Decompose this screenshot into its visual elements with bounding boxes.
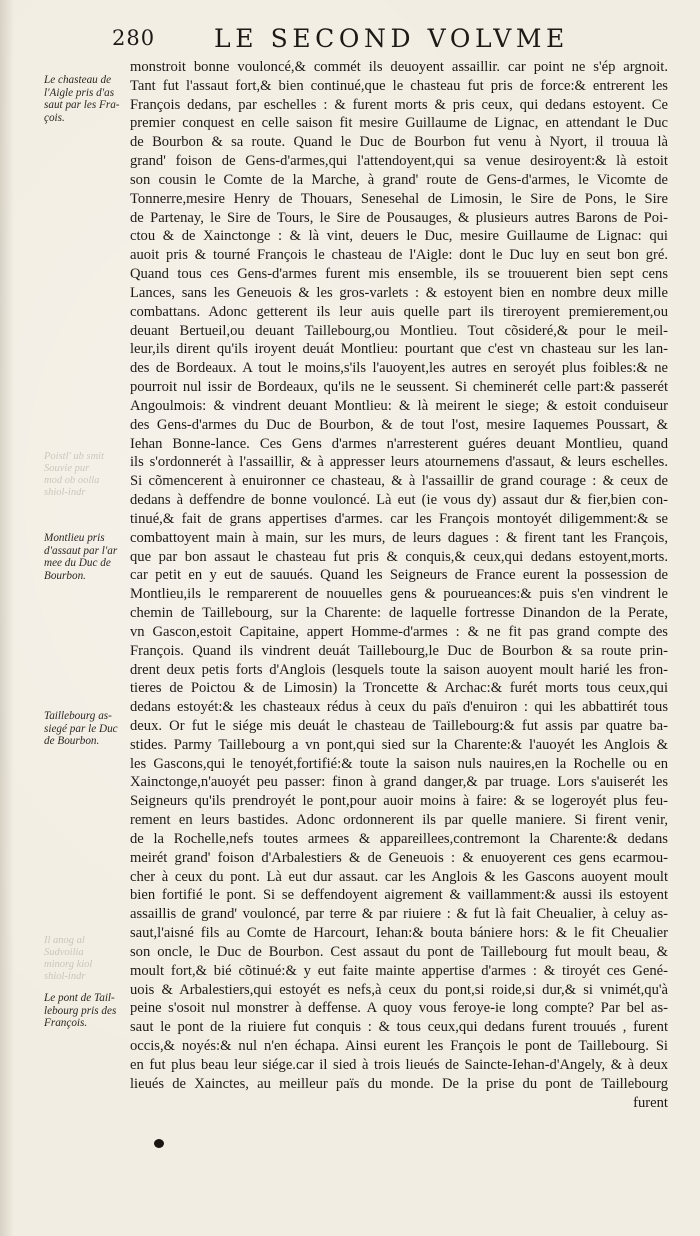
text-line: tieres de Poictou & de Limosin) la Troncette & Archac:& furét morts tous ceux,qui bbox=[130, 680, 668, 697]
text-line: moult fort,& bié cõtinué:& y eut faite mainte appertise d'armes : & tiroyét ces Gené- bbox=[130, 962, 668, 979]
margin-note-montlieu bbox=[44, 532, 128, 583]
text-line: Seigneurs qu'ils prendroyét le pont,pour auoir moins à faire: & se logeroyét plus feu- bbox=[130, 793, 668, 810]
text-line: grand' foison de Gens-d'armes,qui l'attendoyent,qui sa venue desiroyent:& là estoit bbox=[130, 153, 668, 170]
text-line: meirét grand' foison d'Arbalestiers & de Geneuois : & enuoyerent ces gens ecarmou- bbox=[130, 849, 668, 866]
text-line: les Gascons,qui le tenoyét,fortifié:& toute la saison nuls nauires,en la Rochelle ou en bbox=[130, 755, 668, 772]
ghost-line: Souvie pur bbox=[44, 463, 90, 474]
text-line: dedans estoyét:& les chasteaux rédus à ceux du païs d'enuiron : qui les abbattirét tous bbox=[130, 699, 668, 716]
text-line: dedans à deffendre de bonne vouloncé. Là eut (ie vous dy) assaut dur & fier,bien con- bbox=[130, 492, 668, 509]
text-line: Angoulmois: & vindrent deuant Montlieu: & là meirent le siege; & estoit conduiseur bbox=[130, 397, 668, 414]
margin-note-line: Montlieu pris bbox=[44, 532, 105, 544]
text-line: son cousin le Comte de la Marche, à grand' route de Gens-d'armes, le Vicomte de bbox=[130, 171, 668, 188]
text-line: premier conquest en celle saison fit mesire Guillaume de Lignac, en attendant le Duc bbox=[130, 115, 668, 132]
text-line: rement en leurs bastides. Adonc ordonnerent ils par quelle maniere. Si firent venir, bbox=[130, 812, 668, 829]
text-line: ctou & de Xainctonge : & là vint, deuers le Duc, mesire Guillaume de Lignac: qui bbox=[130, 228, 668, 245]
margin-note-line: Bourbon. bbox=[44, 570, 86, 583]
text-line: des de Bordeaux. A tout le moins,s'ils l'auoyent,les autres en seroyét plus foibles:& ne bbox=[130, 360, 668, 377]
margin-note-line: siegé par le Duc bbox=[44, 722, 118, 735]
text-line: ils s'ordonnerét à l'assaillir, & à appresser leurs atournemens d'assaut, & leurs eschelles. bbox=[130, 454, 668, 471]
text-line: son oncle, le Duc de Bourbon. Cest assaut du pont de Taillebourg fut moult beau, & bbox=[130, 943, 668, 960]
show-through-text-lower bbox=[44, 935, 92, 983]
running-head: LE SECOND VOLVME bbox=[214, 24, 569, 53]
text-line: Montlieu,ils le remparerent de nouuelles gens & pourueances:& puis s'en vindrent le bbox=[130, 586, 668, 603]
ghost-line: mod ob oolla bbox=[44, 475, 100, 486]
ghost-line: Poistl' ub smit bbox=[44, 451, 105, 462]
main-text-column bbox=[130, 58, 668, 1112]
text-line: François. Quand ils vindrent deuát Taillebourg,le Duc de Bourbon & sa route prin- bbox=[130, 642, 668, 659]
text-line: deuant Bertueil,ou deuant Taillebourg,ou Montlieu. Tout cõsideré,& pour le meil- bbox=[130, 322, 668, 339]
text-line: Lances, sans les Geneuois & les gros-varlets : & estoyent bien en nombre deux mille bbox=[130, 284, 668, 301]
text-line: occis,& noyés:& nul n'en échapa. Ainsi eurent les François le pont de Taillebourg. Si bbox=[130, 1038, 668, 1055]
text-line: lieués de Xainctes, au meilleur païs du monde. De la prise du pont de Taillebourg bbox=[130, 1075, 668, 1092]
ghost-line: Sudvoilia bbox=[44, 947, 84, 958]
margin-note-line: François. bbox=[44, 1017, 88, 1030]
ghost-line: minorg kiol bbox=[44, 959, 93, 970]
text-line: François dedans, par eschelles : & furent morts & pris ceux, qui dedans estoyent. Ce bbox=[130, 96, 668, 113]
text-line: tinué,& fait de grans appertises d'armes. car les François montoyét diligemment:& se bbox=[130, 510, 668, 527]
margin-note-line: Taillebourg as- bbox=[44, 710, 112, 722]
text-line: monstroit bonne vouloncé,& commét ils deuoyent assaillir. car point ne s'ép argnoit. bbox=[130, 59, 668, 75]
ghost-line: Il anog al bbox=[44, 935, 85, 946]
text-line: saut,l'aisné fils au Comte de Harcourt, Iehan:& bouta bániere hors: & le fit Cheualier bbox=[130, 925, 668, 942]
margin-note-line: de Bourbon. bbox=[44, 735, 100, 748]
text-line: car petit en y eut de sauués. Quand les Seigneurs de France eurent la possession de bbox=[130, 567, 668, 584]
text-line: Quand tous ces Gens-d'armes furent mis ensemble, ils se trouuerent bien sept cens bbox=[130, 266, 668, 283]
text-line: en fut plus beau leur siége.car il sied à trois lieués de Saincte-Iehan-d'Angely, & à deux bbox=[130, 1056, 668, 1073]
text-line: de la Rochelle,nefs toutes armees & appareillees,contremont la Charente:& dedans bbox=[130, 830, 668, 847]
text-line: combattans. Adonc getterent ils leur auis quelle part ils tireroyent premierement,ou bbox=[130, 303, 668, 320]
text-line: peine s'osoit nul monstrer à deffense. A quoy vous feroye-ie long compte? Par bel as- bbox=[130, 1000, 668, 1017]
margin-note-line: mee du Duc de bbox=[44, 557, 111, 570]
text-line: auoit pris & tourné François le chasteau de l'Aigle: dont le Duc luy en seut bon gré. bbox=[130, 247, 668, 264]
margin-note-line: Le pont de Tail- bbox=[44, 992, 115, 1004]
gutter-shadow bbox=[0, 0, 14, 1236]
page-number: 280 bbox=[112, 26, 156, 50]
text-line: assaillis de grand' vouloncé, par terre & par riuiere : & fut là fait Cheualier, à celuy as- bbox=[130, 906, 668, 923]
margin-note-line: lebourg pris des bbox=[44, 1004, 117, 1017]
text-line: que par bon assaut le chasteau fut pris & conquis,& ceux,qui dedans estoyent,morts. bbox=[130, 548, 668, 565]
margin-note-line: l'Aigle pris d'as bbox=[44, 86, 115, 99]
margin-note-taillebourg-siege bbox=[44, 710, 128, 748]
text-line: Iehan Bonne-lance. Ces Gens d'armes n'arresterent guéres deuant Montlieu, quand bbox=[130, 435, 668, 452]
margin-note-aigle bbox=[44, 74, 128, 125]
text-line: combattoyent main à main, sur les murs, de leurs dagues : & firent tant les François, bbox=[130, 529, 668, 546]
text-line: saut le pont de la riuiere fut conquis : & tous ceux,qui dedans furent trouués , furent bbox=[130, 1019, 668, 1036]
text-line: stides. Parmy Taillebourg a vn pont,qui sied sur la Charente:& l'auoyét les Anglois & bbox=[130, 736, 668, 753]
text-line: Xainctonge,n'auoyét peu passer: finon à grand danger,& par truage. Lors s'auiserét les bbox=[130, 774, 668, 791]
margin-note-line: saut par les Fra- bbox=[44, 99, 120, 112]
ink-blot bbox=[154, 1139, 164, 1148]
text-line: drent deux petis forts d'Anglois (lesquels toute la saison auoyent moult harié les fron- bbox=[130, 661, 668, 678]
text-line: de Partenay, le Sire de Tours, le Sire de Pousauges, & plusieurs autres Barons de Poi- bbox=[130, 209, 668, 226]
ghost-line: shiol-indr bbox=[44, 487, 86, 498]
margin-note-line: Le chasteau de bbox=[44, 74, 112, 86]
text-line: cher à ceux du pont. Là eut dur assaut. car les Anglois & les Gascons auoyent moult bbox=[130, 868, 668, 885]
text-line: chemin de Taillebourg, sur la Charente: de laquelle fortresse Dinandon de la Perate, bbox=[130, 605, 668, 622]
page-header bbox=[112, 24, 672, 54]
margin-note-pont-taillebourg bbox=[44, 992, 128, 1030]
show-through-text-upper bbox=[44, 451, 104, 499]
text-line: Tant fut l'assaut fort,& bien continué,que le chasteau fut pris de force:& entrerent les bbox=[130, 77, 668, 94]
text-line: deux. Or fut le siége mis deuát le chasteau de Taillebourg:& fut assis par quatre ba- bbox=[130, 717, 668, 734]
text-line: des Gens-d'armes du Duc de Bourbon, & de tout l'ost, mesire Iaquemes Poussart, & bbox=[130, 416, 668, 433]
text-line: de Bourbon & sa route. Quand le Duc de Bourbon fut venu à Nyort, il trouua là bbox=[130, 134, 668, 151]
text-line: vn Gascon,estoit Capitaine, appert Homme-d'armes : & ne fit pas grand compte des bbox=[130, 623, 668, 640]
text-line: leur,ils dirent qu'ils iroyent deuát Montlieu: pourtant que c'est vn chasteau sur les lan- bbox=[130, 341, 668, 358]
margin-note-line: çois. bbox=[44, 112, 65, 125]
margin-note-line: d'assaut par l'ar bbox=[44, 544, 118, 557]
text-line: Si cõmencerent à enuironner ce chasteau, & à l'assaillir de grand courage : & ceux de bbox=[130, 473, 668, 490]
text-line: uois & Arbalestiers,qui estoyét es nefs,à ceux du pont,si roide,si dur,& si vnimét,qu'à bbox=[130, 981, 668, 998]
text-line: furent bbox=[633, 1094, 668, 1111]
text-line: Tonnerre,mesire Henry de Thouars, Senesehal de Limosin, le Sire de Pons, le Sire bbox=[130, 190, 668, 207]
text-line: pourroit nul issir de Bordeaux, qu'ils ne le seussent. Si cheminerét celle part:& passerét bbox=[130, 379, 668, 396]
ghost-line: shiol-indr bbox=[44, 971, 86, 982]
text-line: bien fortifié le pont. Si se deffendoyent aigrement & vaillamment:& aussi ils estoyent bbox=[130, 887, 668, 904]
